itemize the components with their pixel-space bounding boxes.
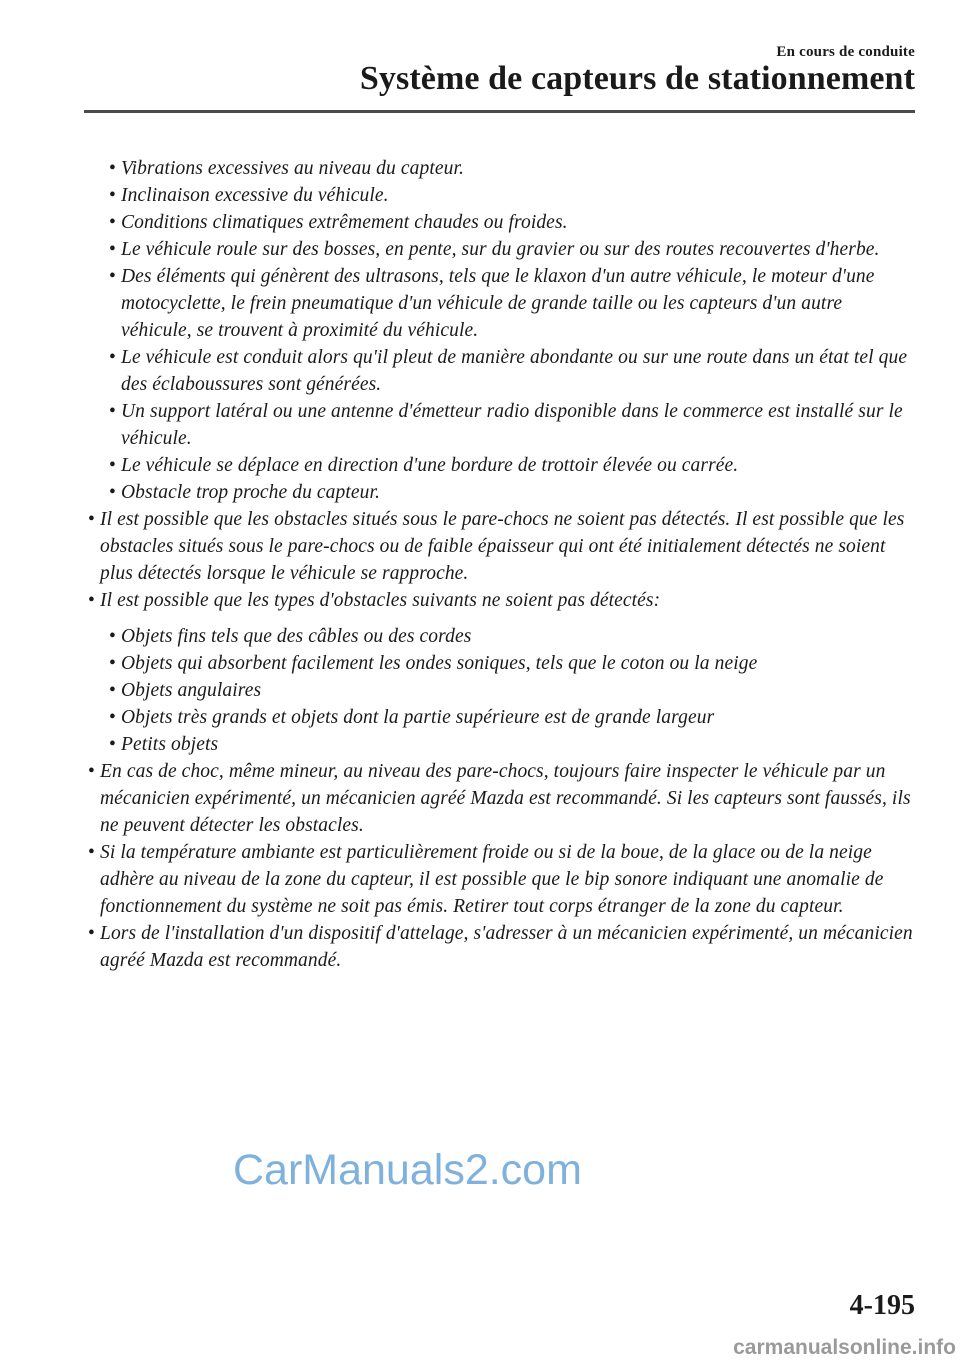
bullet-icon: • xyxy=(109,212,116,233)
list-item xyxy=(107,209,916,236)
bullet-icon: • xyxy=(109,626,116,647)
list-item xyxy=(107,650,916,677)
list-item-text: Objets très grands et objets dont la partie supérieure est de grande largeur xyxy=(121,707,715,728)
list-item xyxy=(86,506,916,587)
bullet-icon: • xyxy=(88,923,95,944)
bullet-icon: • xyxy=(88,761,95,782)
list-item xyxy=(86,758,916,839)
list-item xyxy=(107,677,916,704)
header-divider xyxy=(84,110,915,113)
bullet-icon: • xyxy=(109,185,116,206)
list-item-text: Obstacle trop proche du capteur. xyxy=(121,482,381,503)
list-item xyxy=(107,731,916,758)
list-item xyxy=(86,920,916,974)
list-spacer xyxy=(86,614,916,623)
list-item-text: Lors de l'installation d'un dispositif d'attelage, s'adresser à un mécanicien expérimenté, un mécanicien agréé Mazda est recommandé. xyxy=(100,923,913,971)
list-item xyxy=(107,452,916,479)
list-item xyxy=(86,839,916,920)
list-item-text: Un support latéral ou une antenne d'émetteur radio disponible dans le commerce est installé sur le véhicule. xyxy=(121,401,903,449)
bullet-icon: • xyxy=(109,707,116,728)
bullet-list xyxy=(86,155,916,974)
list-item-text: Objets angulaires xyxy=(121,680,262,701)
section-label: En cours de conduite xyxy=(776,44,915,60)
list-item-text: Objets fins tels que des câbles ou des cordes xyxy=(121,626,472,647)
page-number: 4-195 xyxy=(849,1290,915,1321)
bullet-icon: • xyxy=(109,455,116,476)
bullet-icon: • xyxy=(88,842,95,863)
page-title: Système de capteurs de stationnement xyxy=(359,60,915,97)
list-item-text: Si la température ambiante est particulièrement froide ou si de la boue, de la glace ou de la neige adhère au niveau de la zone du capteur, il est possible que le bip sonore indiquant une anomalie de fonctionnement du système ne soit pas émis. Retirer tout corps étranger de la zone du capteur. xyxy=(100,842,884,917)
watermark-logo: CarManuals2.com xyxy=(233,1146,582,1194)
list-item-text: Objets qui absorbent facilement les ondes soniques, tels que le coton ou la neige xyxy=(121,653,758,674)
list-item-text: Inclinaison excessive du véhicule. xyxy=(121,185,389,206)
list-item xyxy=(107,479,916,506)
bullet-icon: • xyxy=(109,482,116,503)
list-item xyxy=(107,398,916,452)
bullet-icon: • xyxy=(109,401,116,422)
bullet-icon: • xyxy=(109,347,116,368)
list-item-text: Il est possible que les types d'obstacles suivants ne soient pas détectés: xyxy=(100,590,661,611)
bullet-icon: • xyxy=(109,734,116,755)
list-item xyxy=(86,587,916,614)
list-item xyxy=(107,263,916,344)
list-item-text: Le véhicule se déplace en direction d'une bordure de trottoir élevée ou carrée. xyxy=(121,455,739,476)
list-item-text: Petits objets xyxy=(121,734,219,755)
bullet-icon: • xyxy=(109,239,116,260)
list-item xyxy=(107,623,916,650)
list-item-text: Le véhicule roule sur des bosses, en pente, sur du gravier ou sur des routes recouvertes d'herbe. xyxy=(121,239,880,260)
bullet-icon: • xyxy=(88,509,95,530)
bullet-icon: • xyxy=(88,590,95,611)
list-item-text: Conditions climatiques extrêmement chaudes ou froides. xyxy=(121,212,568,233)
list-item-text: Le véhicule est conduit alors qu'il pleut de manière abondante ou sur une route dans un état tel que des éclaboussures sont générées. xyxy=(121,347,908,395)
list-item-text: En cas de choc, même mineur, au niveau des pare-chocs, toujours faire inspecter le véhicule par un mécanicien expérimenté, un mécanicien agréé Mazda est recommandé. Si les capteurs sont faussés, ils ne peuvent détecter les obstacles. xyxy=(100,761,911,836)
list-item xyxy=(107,704,916,731)
bullet-icon: • xyxy=(109,158,116,179)
bullet-icon: • xyxy=(109,653,116,674)
bullet-icon: • xyxy=(109,266,116,287)
footer-url: carmanualsonline.info xyxy=(733,1336,956,1359)
list-item-text: Des éléments qui génèrent des ultrasons, tels que le klaxon d'un autre véhicule, le moteur d'une motocyclette, le frein pneumatique d'un véhicule de grande taille ou les capteurs d'un autre véhicule, se trouvent à proximité du véhicule. xyxy=(121,266,875,341)
list-item-text: Vibrations excessives au niveau du capteur. xyxy=(121,158,464,179)
list-item xyxy=(107,182,916,209)
bullet-icon: • xyxy=(109,680,116,701)
list-item-text: Il est possible que les obstacles situés sous le pare-chocs ne soient pas détectés. Il est possible que les obstacles situés sous le pare-chocs ou de faible épaisseur qui ont été initialement détectés ne soient plus détectés lorsque le véhicule se rapproche. xyxy=(100,509,905,584)
list-item xyxy=(107,155,916,182)
list-item xyxy=(107,236,916,263)
list-item xyxy=(107,344,916,398)
